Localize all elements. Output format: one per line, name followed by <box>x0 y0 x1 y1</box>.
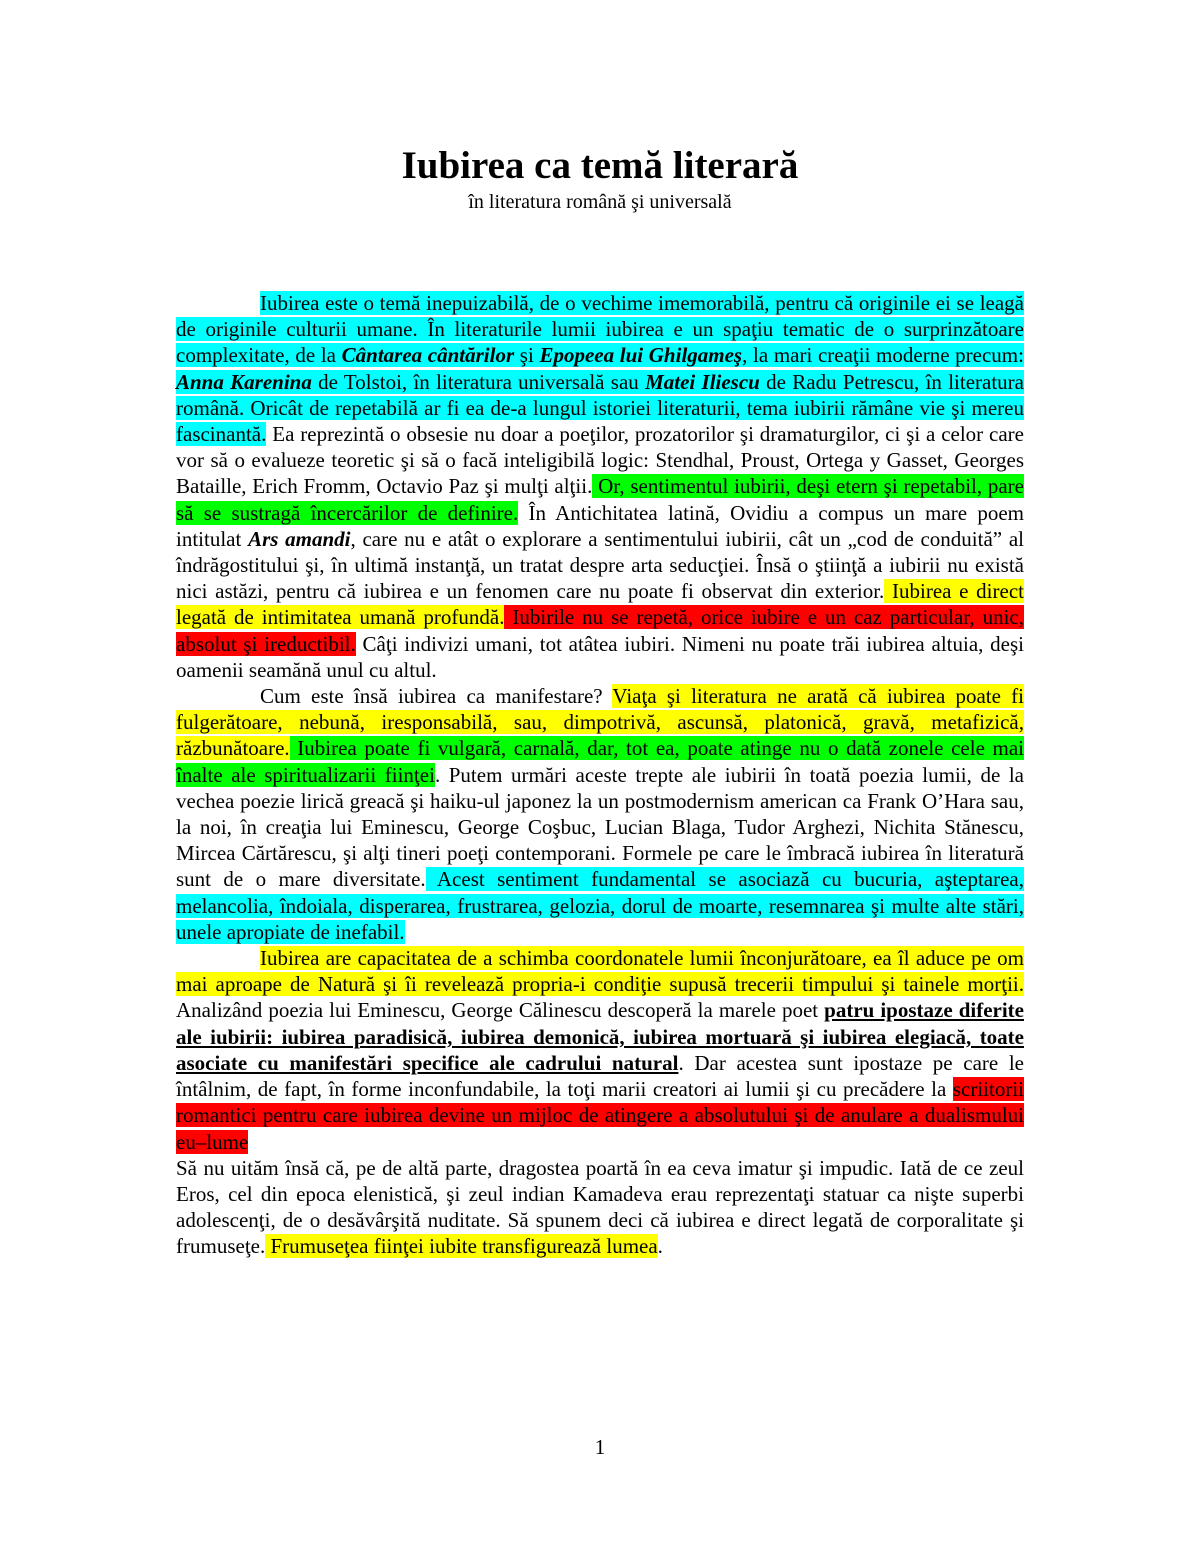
text-span: Cum este însă iubirea ca manifestare? <box>260 684 613 709</box>
work-title: Matei Iliescu <box>645 369 760 394</box>
highlight-yellow: Iubirea are capacitatea de a schimba coordonatele lumii înconjurătoare, ea îl aduce pe om mai aproape de Natură şi îi revelează propria-i condiţie supusă trecerii timpului şi tainele morţii. <box>176 946 1024 997</box>
emphasis-underlined: patru ipostaze diferite ale iubirii: iubirea paradisică, iubirea demonică, iubirea mortuară şi iubirea elegiacă, toate asociate cu manifestări specifice ale cadrului natural <box>176 998 1024 1075</box>
paragraph-2 <box>176 683 1024 945</box>
highlight-yellow: Iubirea e direct legată de intimitatea umană profundă. <box>176 579 1024 630</box>
text-span: Câţi indivizi umani, tot atâtea iubiri. Nimeni nu poate trăi iubirea altuia, deşi oamenii seamănă unul cu altul. <box>176 631 1024 682</box>
text-span: Iubirea este o temă inepuizabilă, de o vechime imemorabilă, pentru că originile ei se leagă de originile culturii umane. În literaturile lumii iubirea e un spaţiu tematic de o surprinzătoare complexitate, de la <box>176 291 1024 368</box>
work-title: Ars amandi <box>248 526 351 551</box>
highlight-red: scriitorii romantici pentru care iubirea devine un mijloc de atingere a absolutului şi de anulare a dualismului eu–lume <box>176 1077 1024 1154</box>
paragraph-4: Să nu uităm însă că, pe de altă parte, dragostea poartă în ea ceva imatur şi impudic. Iată de ce zeul Eros, cel din epoca elenistică, şi zeul indian Kamadeva erau reprezentaţi statuar ca nişte superbi adolescenţi, de o desăvârşită nuditate. Să spunem deci că iubirea e direct legată de corporalitate şi frumuseţe. Frumuseţea fiinţei iubite transfigurează lumea. <box>176 1155 1024 1259</box>
work-title: Epopeea lui Ghilgameş <box>539 343 743 368</box>
highlight-yellow: Frumuseţea fiinţei iubite transfigurează lumea <box>265 1234 658 1259</box>
text-span: Să nu uităm însă că, pe de altă parte, dragostea poartă în ea ceva imatur şi impudic. Iată de ce zeul Eros, cel din epoca elenistică, şi zeul indian Kamadeva erau reprezentaţi statuar ca nişte superbi adolescenţi, de o desăvârşită nuditate. Să spunem deci că iubirea e direct legată de corporalitate şi frumuseţe. <box>176 1155 1024 1259</box>
document-body <box>176 290 1024 1260</box>
highlight-green: Iubirea poate fi vulgară, carnală, dar, tot ea, poate atinge nu o dată zonele cele mai înalte ale spiritualizarii fiinţei <box>176 736 1024 787</box>
work-title: Cântarea cântărilor <box>341 343 515 368</box>
work-title: Anna Karenina <box>176 369 312 394</box>
page-number: 1 <box>594 1435 606 1459</box>
paragraph-1 <box>176 290 1024 683</box>
text-span: Ea reprezintă o obsesie nu doar a poeţilor, prozatorilor şi dramaturgilor, ci şi a celor care vor să o evalueze teoretic şi să o facă inteligibilă logic: Stendhal, Proust, Ortega y Gasset, Georges Bataille, Erich Fromm, Octavio Paz şi mulţi alţii. <box>176 422 1024 499</box>
text-span: , la mari creaţii moderne precum: <box>742 343 1024 368</box>
text-span: . Dar acestea sunt ipostaze pe care le întâlnim, de fapt, în forme inconfundabile, la toţi marii creatori ai lumii şi cu precădere la <box>176 1050 1024 1102</box>
text-span: de Radu Petrescu, în literatura română. Oricât de repetabilă ar fi ea de-a lungul istoriei literaturii, tema iubirii rămâne vie şi mereu fascinantă. <box>176 369 1024 447</box>
text-span: şi <box>514 343 540 368</box>
document-title: Iubirea ca temă literară <box>401 144 799 187</box>
text-span: de Tolstoi, în literatura universală sau <box>311 369 646 394</box>
highlight-cyan: Acest sentiment fundamental se asociază cu bucuria, aşteptarea, melancolia, îndoiala, disperarea, frustrarea, gelozia, dorul de moarte, resemnarea şi multe alte stări, unele apropiate de inefabil. <box>176 867 1024 944</box>
text-span: În Antichitatea latină, Ovidiu a compus un mare poem intitulat <box>176 500 1024 551</box>
text-span: Analizând poezia lui Eminescu, George Călinescu descoperă la marele poet <box>176 998 825 1023</box>
highlight-red: Iubirile nu se repetă, orice iubire e un caz particular, unic, absolut şi ireductibil. <box>176 605 1024 656</box>
text-span: , care nu e atât o explorare a sentimentului iubirii, cât un „cod de conduită” al îndrăgostitului şi, în ultimă instanţă, un tratat despre arta seducţiei. Însă o ştiinţă a iubirii nu există nici astăzi, pentru că iubirea e un fenomen care nu poate fi observat din exterior. <box>176 526 1025 604</box>
document-subtitle: în literatura română şi universală <box>468 191 732 213</box>
highlight-green: Or, sentimentul iubirii, deşi etern şi repetabil, pare să se sustragă încercărilor de definire. <box>176 474 1024 525</box>
paragraph-3 <box>176 945 1024 1155</box>
text-span: . Putem urmări aceste trepte ale iubirii în toată poezia lumii, de la vechea poezie lirică greacă şi haiku-ul japonez la un postmodernism american ca Frank O’Hara sau, la noi, în creaţia lui Eminescu, George Coşbuc, Lucian Blaga, Tudor Arghezi, Nichita Stănescu, Mircea Cărtărescu, şi alţi tineri poeţi contemporani. Formele pe care le îmbracă iubirea în literatură sunt de o mare diversitate. <box>176 762 1024 892</box>
highlight-yellow: Viaţa şi literatura ne arată că iubirea poate fi fulgerătoare, nebună, iresponsabilă, sau, dimpotrivă, ascunsă, platonică, gravă, metafizică, răzbunătoare. <box>176 684 1024 761</box>
